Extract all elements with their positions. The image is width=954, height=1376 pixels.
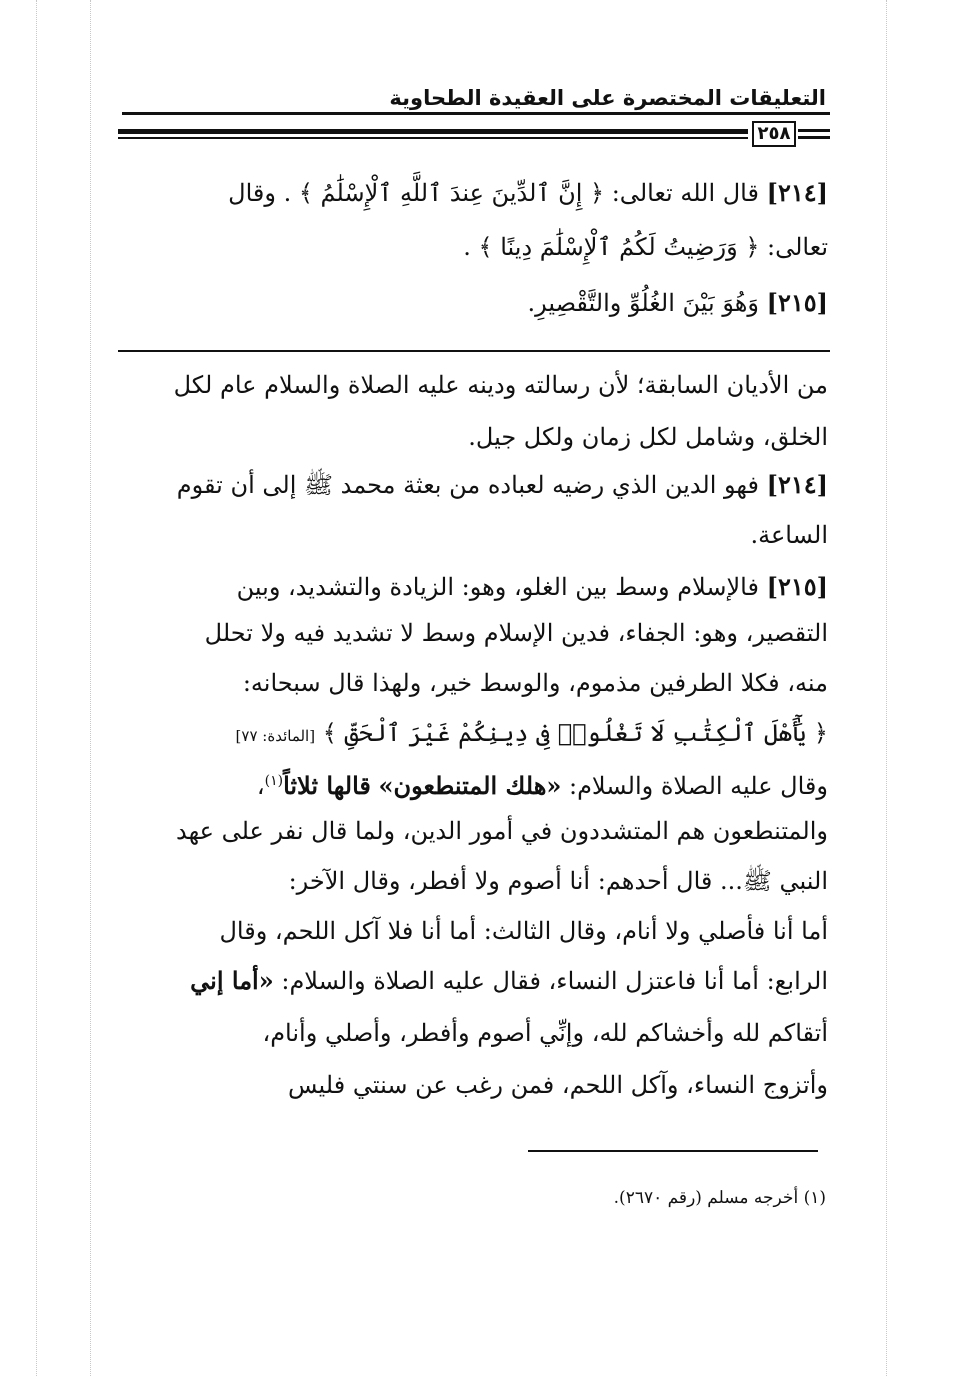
hadith-text: «أما إني — [190, 966, 274, 995]
commentary-text: الرابع: أما أنا فاعتزل النساء، فقال عليه الصلاة والسلام: — [281, 967, 828, 995]
matn-text: قال الله تعالى: ﴿ إِنَّ ٱلدِّينَ عِندَ ٱللَّهِ ٱلْإِسْلَٰمُ ﴾ . وقال — [228, 179, 759, 207]
verse-reference: [المائدة: ٧٧] — [235, 727, 316, 745]
footnote-number: (١) — [803, 1188, 826, 1208]
matn-line — [118, 176, 828, 210]
hadith-line: وأتزوج النساء، وآكل اللحم، فمن رغب عن سنتي فليس — [287, 1071, 828, 1099]
header-bar-thin — [118, 137, 748, 139]
commentary-line: والمتنطعون هم المتشددون في أمور الدين، ولما قال نفر على عهد — [175, 817, 828, 845]
footnote-text: أخرجه مسلم (رقم ٢٦٧٠). — [613, 1188, 799, 1208]
paragraph-number: [٢١٤] — [766, 178, 828, 207]
paragraph-number: [٢١٤] — [766, 470, 828, 499]
commentary-text: وقال عليه الصلاة والسلام: — [568, 772, 828, 800]
matn-text: تعالى: ﴿ وَرَضِيتُ لَكُمُ ٱلْإِسْلَٰمَ دِينًا ﴾ . — [463, 233, 828, 261]
commentary-line: منه، فكلا الطرفين مذموم، والوسط خير، ولهذا قال سبحانه: — [242, 669, 828, 697]
commentary-text: قالها ثلاثاً — [283, 771, 371, 800]
scan-dotted-margin — [36, 0, 37, 1376]
commentary-line: الخلق، وشامل لكل زمان ولكل جيل. — [468, 423, 828, 451]
hadith-line: أتقاكم لله وأخشاكم لله، وإنِّي أصوم وأفطر، وأصلي وأنام، — [262, 1019, 828, 1047]
commentary-line: أما أنا فأصلي ولا أنام، وقال الثالث: أما أنا فلا آكل اللحم، وقال — [219, 917, 828, 945]
commentary-line: الساعة. — [750, 521, 828, 549]
commentary-line — [118, 764, 828, 803]
header-bar — [118, 129, 748, 134]
matn-line — [118, 286, 828, 320]
commentary-line — [118, 964, 828, 998]
running-title: التعليقات المختصرة على العقيدة الطحاوية — [389, 86, 826, 110]
scan-dotted-margin — [90, 0, 91, 1376]
footnote-separator — [528, 1150, 818, 1152]
commentary-line: من الأديان السابقة؛ لأن رسالته ودينه عليه الصلاة والسلام عام لكل — [173, 371, 828, 399]
header-bar-right — [798, 129, 830, 132]
header-bar-right — [798, 136, 830, 139]
page-number: ٢٥٨ — [752, 121, 796, 147]
commentary-line — [118, 570, 828, 604]
matn-separator — [118, 350, 830, 352]
footnote-marker: (١) — [264, 773, 284, 789]
commentary-line: النبي ﷺ... قال أحدهم: أنا أصوم ولا أفطر، وقال الآخر: — [288, 867, 828, 895]
hadith-text: «هلك المتنطعون» — [378, 771, 562, 800]
commentary-line — [118, 716, 828, 753]
quranic-verse: ﴿ يَٰٓأَهْلَ ٱلْكِتَٰبِ لَا تَغْلُوا۟ فِى دِينِكُمْ غَيْرَ ٱلْحَقِّ ﴾ — [322, 719, 828, 747]
matn-text: وَهُوَ بَيْنَ الغُلُوِّ والتَّقْصِيرِ. — [527, 289, 759, 317]
commentary-line: التقصير، وهو: الجفاء، فدين الإسلام وسط لا تشديد فيه ولا تحلل — [204, 619, 828, 647]
commentary-text: فهو الدين الذي رضيه لعباده من بعثة محمد ﷺ إلى أن تقوم — [176, 471, 759, 499]
matn-line — [118, 230, 828, 264]
commentary-line — [118, 468, 828, 502]
commentary-text: فالإسلام وسط بين الغلو، وهو: الزيادة والتشديد، وبين — [236, 573, 759, 601]
paragraph-number: [٢١٥] — [766, 572, 828, 601]
paragraph-number: [٢١٥] — [766, 288, 828, 317]
punctuation: ، — [256, 772, 265, 800]
header-rule — [122, 112, 830, 115]
scan-dotted-margin — [886, 0, 887, 1376]
footnote — [126, 1188, 826, 1208]
